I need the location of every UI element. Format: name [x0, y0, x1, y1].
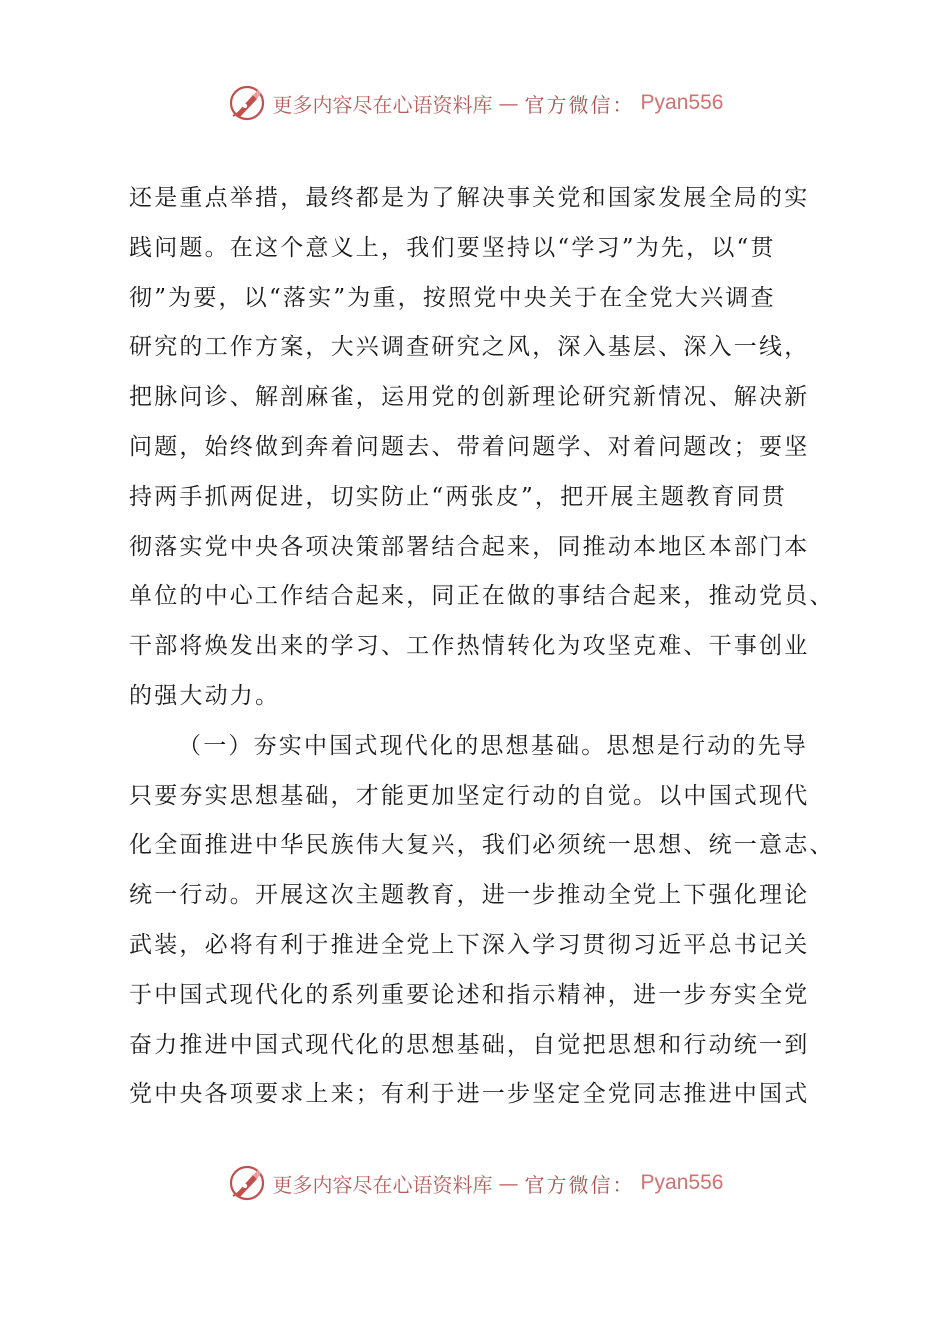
- banner-promo-text: 更多内容尽在心语资料库: [272, 92, 493, 117]
- text-line: 单位的中心工作结合起来，同正在做的事结合起来，推动党员、: [129, 583, 835, 610]
- text-line: 彻”为要，以“落实”为重，按照党中央关于在全党大兴调查: [129, 284, 776, 311]
- text-line: 把脉问诊、解剖麻雀，运用党的创新理论研究新情况、解决新: [129, 384, 810, 411]
- banner-separator: —: [498, 1171, 519, 1195]
- header-banner: [0, 81, 950, 125]
- banner-wechat-label: 官方微信：: [524, 92, 635, 117]
- text-line: 只要夯实思想基础，才能更加坚定行动的自觉。以中国式现代: [129, 782, 810, 809]
- paragraph: [129, 174, 841, 722]
- footer-banner: [0, 1161, 950, 1205]
- document-body: [129, 174, 841, 1120]
- banner-wechat-id: Pyan556: [640, 1171, 724, 1194]
- pen-nib-logo-icon: [227, 1163, 267, 1203]
- paragraph: [129, 722, 841, 1120]
- text-line: 还是重点举措，最终都是为了解决事关党和国家发展全局的实: [129, 185, 810, 211]
- text-line: 研究的工作方案，大兴调查研究之风，深入基层、深入一线，: [129, 334, 810, 361]
- text-line: 武装，必将有利于推进全党上下深入学习贯彻习近平总书记关: [129, 931, 810, 958]
- text-line: 持两手抓两促进，切实防止“两张皮”，把开展主题教育同贯: [129, 483, 787, 510]
- text-line: 问题，始终做到奔着问题去、带着问题学、对着问题改；要坚: [129, 433, 810, 460]
- text-line: 党中央各项要求上来；有利于进一步坚定全党同志推进中国式: [129, 1081, 810, 1108]
- text-line: 干部将焕发出来的学习、工作热情转化为攻坚克难、干事创业: [129, 633, 810, 660]
- text-line: 践问题。在这个意义上，我们要坚持以“学习”为先，以“贯: [129, 234, 776, 261]
- text-line: 奋力推进中国式现代化的思想基础，自觉把思想和行动统一到: [129, 1031, 810, 1058]
- banner-wechat-id: Pyan556: [640, 91, 724, 114]
- banner-wechat-label: 官方微信：: [524, 1172, 635, 1197]
- section-heading-line: （一）夯实中国式现代化的思想基础。思想是行动的先导: [178, 732, 808, 759]
- text-line: 统一行动。开展这次主题教育，进一步推动全党上下强化理论: [129, 882, 810, 909]
- text-line: 的强大动力。: [129, 682, 281, 709]
- banner-separator: —: [498, 91, 519, 115]
- text-line: 于中国式现代化的系列重要论述和指示精神，进一步夯实全党: [129, 981, 810, 1008]
- pen-nib-logo-icon: [227, 83, 267, 123]
- banner-promo-text: 更多内容尽在心语资料库: [272, 1172, 493, 1197]
- text-line: 彻落实党中央各项决策部署结合起来，同推动本地区本部门本: [129, 533, 810, 560]
- text-line: 化全面推进中华民族伟大复兴，我们必须统一思想、统一意志、: [129, 832, 835, 859]
